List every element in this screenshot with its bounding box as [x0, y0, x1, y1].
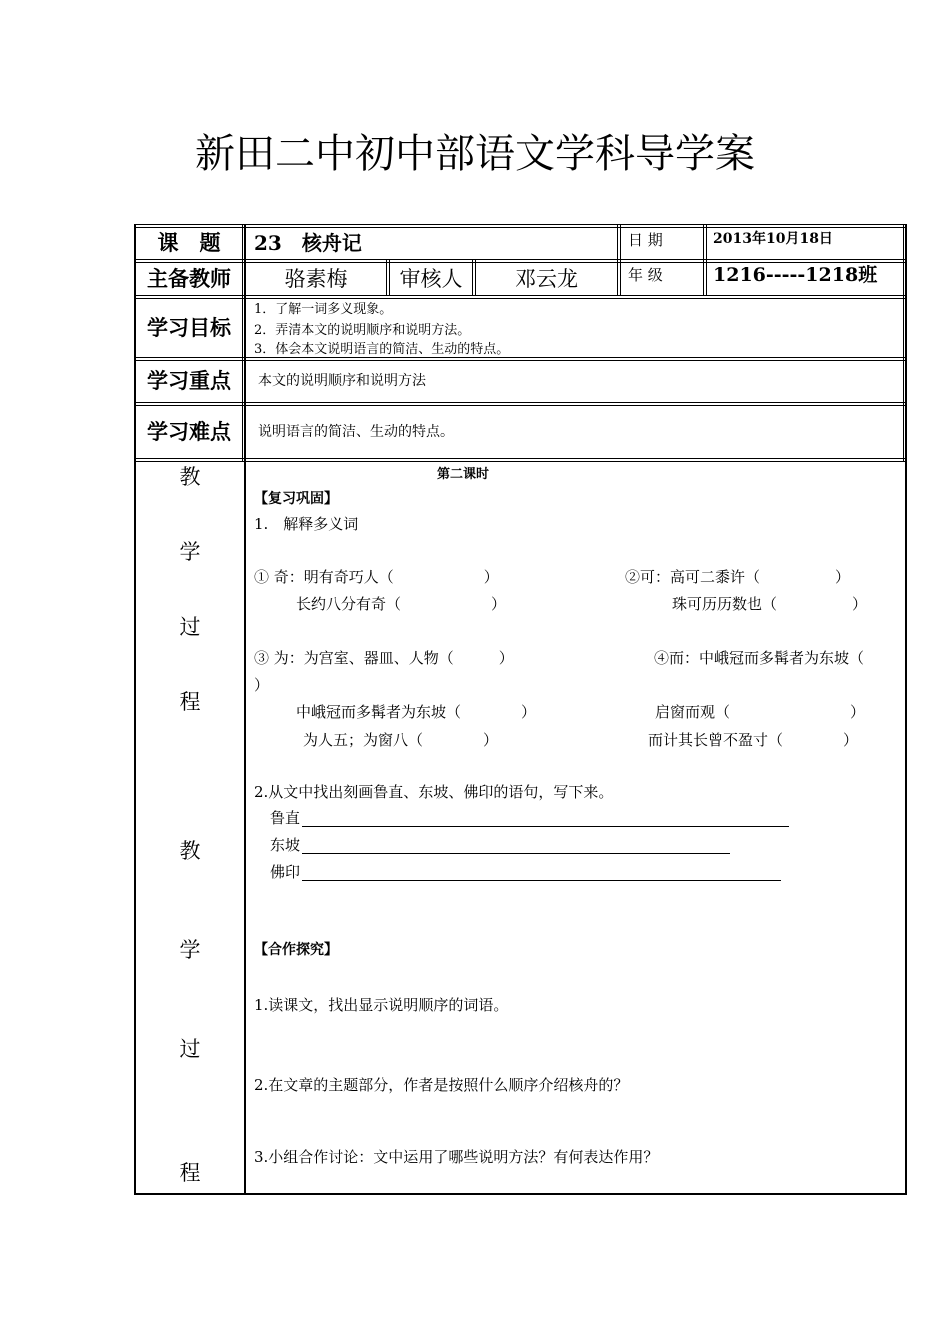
coop-q3: 3.小组合作讨论：文中运用了哪些说明方法？有何表达作用？ — [254, 1148, 659, 1166]
q1-row5-left: 为人五；为窗八（ ） — [303, 731, 499, 749]
q1-row3-right: ④而：中峨冠而多髯者为东坡（ — [654, 649, 865, 667]
q2-line-label-2: 东坡 — [270, 836, 301, 854]
teacher-label: 主备教师 — [147, 267, 231, 291]
process-char-5: 教 — [179, 839, 201, 863]
answer-line-2[interactable] — [302, 853, 730, 854]
q1-row3-wrap: ） — [254, 676, 270, 694]
difficulty-label: 学习难点 — [147, 420, 231, 444]
q1-row2-left: 长约八分有奇（ ） — [296, 595, 507, 613]
reviewer-label: 审核人 — [399, 267, 463, 291]
process-char-4: 程 — [179, 690, 201, 714]
teacher-value: 骆素梅 — [284, 267, 348, 291]
q2-line-label-3: 佛印 — [270, 863, 301, 881]
coop-q1: 1.读课文，找出显示说明顺序的词语。 — [254, 996, 509, 1014]
topic-label: 课 题 — [157, 231, 221, 255]
focus-label: 学习重点 — [147, 369, 231, 393]
lesson-number: 第二课时 — [437, 467, 490, 482]
q1-row5-right: 而计其长曾不盈寸（ ） — [648, 731, 859, 749]
grade-label: 年 级 — [628, 266, 663, 284]
q1-row1-left: ① 奇：明有奇巧人（ ） — [254, 568, 499, 586]
q1-row1-right: ②可：高可二黍许（ ） — [625, 568, 851, 586]
process-char-6: 学 — [179, 938, 201, 962]
goal-item-1: 1．了解一词多义现象。 — [254, 302, 393, 317]
q1-row4-left: 中峨冠而多髯者为东坡（ ） — [296, 703, 537, 721]
answer-line-1[interactable] — [302, 826, 789, 827]
date-value: 2013年10月18日 — [713, 231, 833, 247]
review-heading: 【复习巩固】 — [254, 491, 338, 507]
grade-value: 1216-----1218班 — [713, 264, 878, 286]
q2-line-label-1: 鲁直 — [270, 809, 301, 827]
reviewer-value: 邓云龙 — [515, 267, 578, 291]
coop-q2: 2.在文章的主题部分，作者是按照什么顺序介绍核舟的？ — [254, 1076, 629, 1094]
date-label: 日 期 — [628, 231, 663, 249]
focus-value: 本文的说明顺序和说明方法 — [258, 373, 426, 389]
goal-item-3: 3．体会本文说明语言的简洁、生动的特点。 — [254, 342, 510, 357]
process-char-8: 程 — [179, 1161, 201, 1185]
difficulty-value: 说明语言的简洁、生动的特点。 — [258, 424, 454, 440]
process-char-2: 学 — [179, 540, 201, 564]
page-title: 新田二中初中部语文学科导学案 — [195, 131, 755, 177]
coop-heading: 【合作探究】 — [254, 942, 338, 958]
q1-row4-right: 启窗而观（ ） — [655, 703, 866, 721]
goal-item-2: 2．弄清本文的说明顺序和说明方法。 — [254, 323, 471, 338]
answer-line-3[interactable] — [302, 880, 781, 881]
q2-title: 2.从文中找出刻画鲁直、东坡、佛印的语句，写下来。 — [254, 783, 614, 801]
process-char-3: 过 — [179, 615, 201, 639]
process-char-7: 过 — [179, 1037, 201, 1061]
topic-value: 23 核舟记 — [254, 231, 362, 255]
process-char-1: 教 — [179, 465, 201, 489]
q1-row2-right: 珠可历历数也（ ） — [672, 595, 868, 613]
goals-label: 学习目标 — [147, 316, 231, 340]
q1-row3-left: ③ 为：为宫室、器皿、人物（ ） — [254, 649, 514, 667]
q1-title: 1. 解释多义词 — [254, 515, 359, 533]
